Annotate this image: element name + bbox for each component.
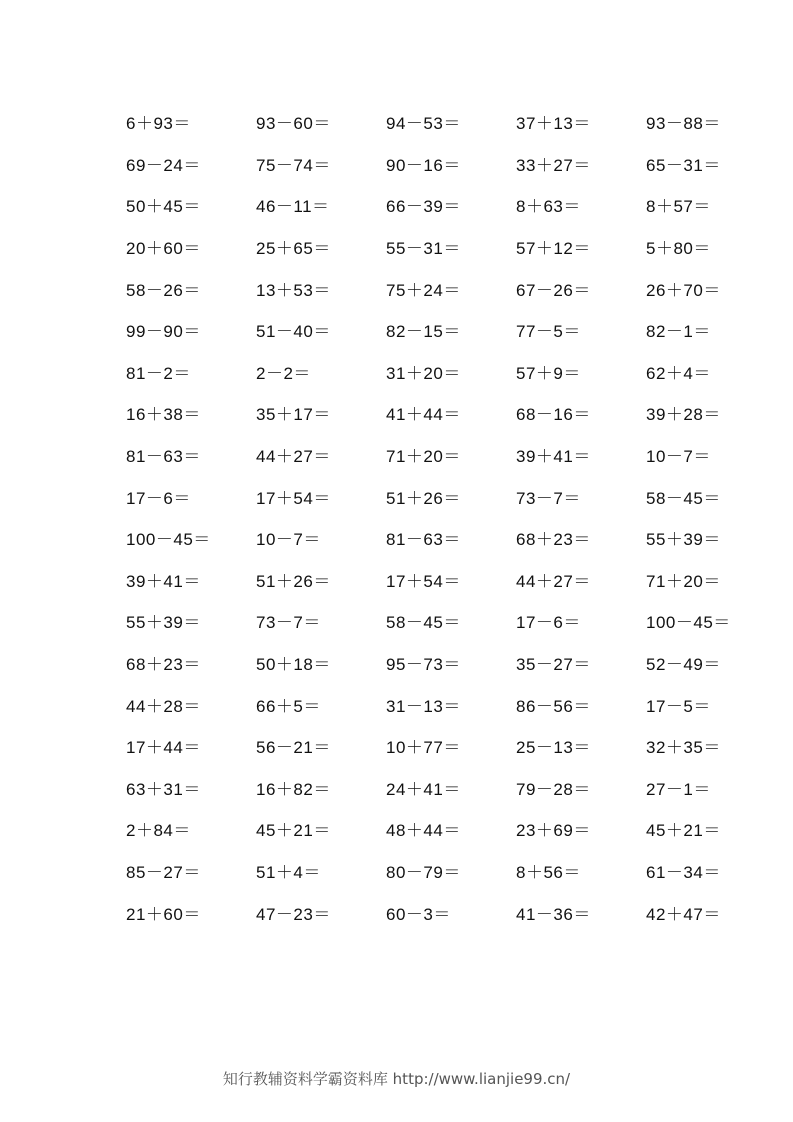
arithmetic-problem: 58－45＝ (646, 488, 721, 508)
arithmetic-problem: 37＋13＝ (516, 114, 591, 134)
problem-row (126, 309, 776, 351)
arithmetic-problem: 5＋80＝ (646, 239, 711, 259)
arithmetic-problem: 77－5＝ (516, 322, 581, 342)
arithmetic-problem: 51－40＝ (256, 322, 331, 342)
arithmetic-problem: 60－3＝ (386, 904, 451, 924)
arithmetic-problem: 58－26＝ (126, 280, 201, 300)
arithmetic-problem: 10＋77＝ (386, 738, 461, 758)
arithmetic-problem: 66－39＝ (386, 197, 461, 217)
arithmetic-problem: 85－27＝ (126, 862, 201, 882)
problem-row (126, 143, 776, 185)
arithmetic-problem: 81－2＝ (126, 363, 191, 383)
problem-row (126, 767, 776, 809)
arithmetic-problem: 95－73＝ (386, 655, 461, 675)
arithmetic-problem: 69－24＝ (126, 155, 201, 175)
arithmetic-problem: 21＋60＝ (126, 904, 201, 924)
problem-row (126, 891, 776, 933)
arithmetic-problem: 45＋21＝ (256, 821, 331, 841)
arithmetic-problem: 52－49＝ (646, 655, 721, 675)
arithmetic-problem: 2－2＝ (256, 363, 311, 383)
arithmetic-problem: 33＋27＝ (516, 155, 591, 175)
problem-row (126, 600, 776, 642)
arithmetic-problem: 65－31＝ (646, 155, 721, 175)
arithmetic-problem: 86－56＝ (516, 696, 591, 716)
arithmetic-problem: 56－21＝ (256, 738, 331, 758)
arithmetic-problem: 20＋60＝ (126, 239, 201, 259)
arithmetic-problem: 48＋44＝ (386, 821, 461, 841)
arithmetic-problem: 35＋17＝ (256, 405, 331, 425)
arithmetic-problem: 67－26＝ (516, 280, 591, 300)
arithmetic-problem: 57＋9＝ (516, 363, 581, 383)
arithmetic-problem: 41－36＝ (516, 904, 591, 924)
arithmetic-problem: 81－63＝ (386, 530, 461, 550)
arithmetic-problem: 35－27＝ (516, 655, 591, 675)
arithmetic-problem: 39＋41＝ (516, 447, 591, 467)
arithmetic-problem: 17＋54＝ (256, 488, 331, 508)
arithmetic-problem: 66＋5＝ (256, 696, 321, 716)
problem-row (126, 226, 776, 268)
arithmetic-problem: 93－88＝ (646, 114, 721, 134)
arithmetic-problem: 57＋12＝ (516, 239, 591, 259)
arithmetic-problem: 16＋38＝ (126, 405, 201, 425)
arithmetic-problem: 51＋4＝ (256, 862, 321, 882)
arithmetic-problem: 44＋28＝ (126, 696, 201, 716)
arithmetic-problem: 50＋45＝ (126, 197, 201, 217)
arithmetic-problem: 42＋47＝ (646, 904, 721, 924)
arithmetic-problem: 90－16＝ (386, 155, 461, 175)
arithmetic-problem: 24＋41＝ (386, 779, 461, 799)
arithmetic-problem: 55－31＝ (386, 239, 461, 259)
arithmetic-problem: 39＋41＝ (126, 571, 201, 591)
arithmetic-problem: 17－6＝ (126, 488, 191, 508)
arithmetic-problem: 39＋28＝ (646, 405, 721, 425)
arithmetic-problem: 2＋84＝ (126, 821, 191, 841)
problem-row (126, 559, 776, 601)
arithmetic-grid (126, 101, 776, 933)
problem-row (126, 392, 776, 434)
arithmetic-problem: 71＋20＝ (646, 571, 721, 591)
arithmetic-problem: 82－15＝ (386, 322, 461, 342)
arithmetic-problem: 93－60＝ (256, 114, 331, 134)
arithmetic-problem: 23＋69＝ (516, 821, 591, 841)
arithmetic-problem: 75＋24＝ (386, 280, 461, 300)
arithmetic-problem: 45＋21＝ (646, 821, 721, 841)
arithmetic-problem: 31＋20＝ (386, 363, 461, 383)
arithmetic-problem: 26＋70＝ (646, 280, 721, 300)
arithmetic-problem: 100－45＝ (646, 613, 731, 633)
arithmetic-problem: 47－23＝ (256, 904, 331, 924)
arithmetic-problem: 10－7＝ (256, 530, 321, 550)
problem-row (126, 184, 776, 226)
problem-row (126, 267, 776, 309)
problem-row (126, 725, 776, 767)
problem-row (126, 101, 776, 143)
arithmetic-problem: 68＋23＝ (516, 530, 591, 550)
arithmetic-problem: 6＋93＝ (126, 114, 191, 134)
arithmetic-problem: 44＋27＝ (256, 447, 331, 467)
arithmetic-problem: 25＋65＝ (256, 239, 331, 259)
arithmetic-problem: 81－63＝ (126, 447, 201, 467)
arithmetic-problem: 75－74＝ (256, 155, 331, 175)
arithmetic-problem: 32＋35＝ (646, 738, 721, 758)
arithmetic-problem: 63＋31＝ (126, 779, 201, 799)
arithmetic-problem: 55＋39＝ (646, 530, 721, 550)
arithmetic-problem: 99－90＝ (126, 322, 201, 342)
arithmetic-problem: 62＋4＝ (646, 363, 711, 383)
arithmetic-problem: 8＋57＝ (646, 197, 711, 217)
arithmetic-problem: 71＋20＝ (386, 447, 461, 467)
arithmetic-problem: 50＋18＝ (256, 655, 331, 675)
footer-source-text: 知行教辅资料学霸资料库 http://www.lianjie99.cn/ (222, 1070, 571, 1088)
arithmetic-problem: 8＋63＝ (516, 197, 581, 217)
arithmetic-problem: 94－53＝ (386, 114, 461, 134)
arithmetic-problem: 17＋44＝ (126, 738, 201, 758)
arithmetic-problem: 41＋44＝ (386, 405, 461, 425)
arithmetic-problem: 25－13＝ (516, 738, 591, 758)
arithmetic-problem: 68－16＝ (516, 405, 591, 425)
arithmetic-problem: 16＋82＝ (256, 779, 331, 799)
problem-row (126, 351, 776, 393)
arithmetic-problem: 31－13＝ (386, 696, 461, 716)
problem-row (126, 517, 776, 559)
arithmetic-problem: 79－28＝ (516, 779, 591, 799)
arithmetic-problem: 17－5＝ (646, 696, 711, 716)
problem-row (126, 683, 776, 725)
arithmetic-problem: 51＋26＝ (256, 571, 331, 591)
arithmetic-problem: 13＋53＝ (256, 280, 331, 300)
problem-row (126, 850, 776, 892)
arithmetic-problem: 46－11＝ (256, 197, 330, 217)
problem-row (126, 808, 776, 850)
arithmetic-problem: 68＋23＝ (126, 655, 201, 675)
arithmetic-problem: 80－79＝ (386, 862, 461, 882)
arithmetic-problem: 27－1＝ (646, 779, 711, 799)
arithmetic-problem: 44＋27＝ (516, 571, 591, 591)
arithmetic-problem: 17＋54＝ (386, 571, 461, 591)
arithmetic-problem: 58－45＝ (386, 613, 461, 633)
arithmetic-problem: 8＋56＝ (516, 862, 581, 882)
arithmetic-problem: 100－45＝ (126, 530, 211, 550)
arithmetic-problem: 55＋39＝ (126, 613, 201, 633)
arithmetic-problem: 10－7＝ (646, 447, 711, 467)
problem-row (126, 642, 776, 684)
arithmetic-problem: 51＋26＝ (386, 488, 461, 508)
arithmetic-problem: 73－7＝ (256, 613, 321, 633)
arithmetic-problem: 61－34＝ (646, 862, 721, 882)
problem-row (126, 475, 776, 517)
arithmetic-problem: 73－7＝ (516, 488, 581, 508)
arithmetic-problem: 82－1＝ (646, 322, 711, 342)
arithmetic-problem: 17－6＝ (516, 613, 581, 633)
problem-row (126, 434, 776, 476)
